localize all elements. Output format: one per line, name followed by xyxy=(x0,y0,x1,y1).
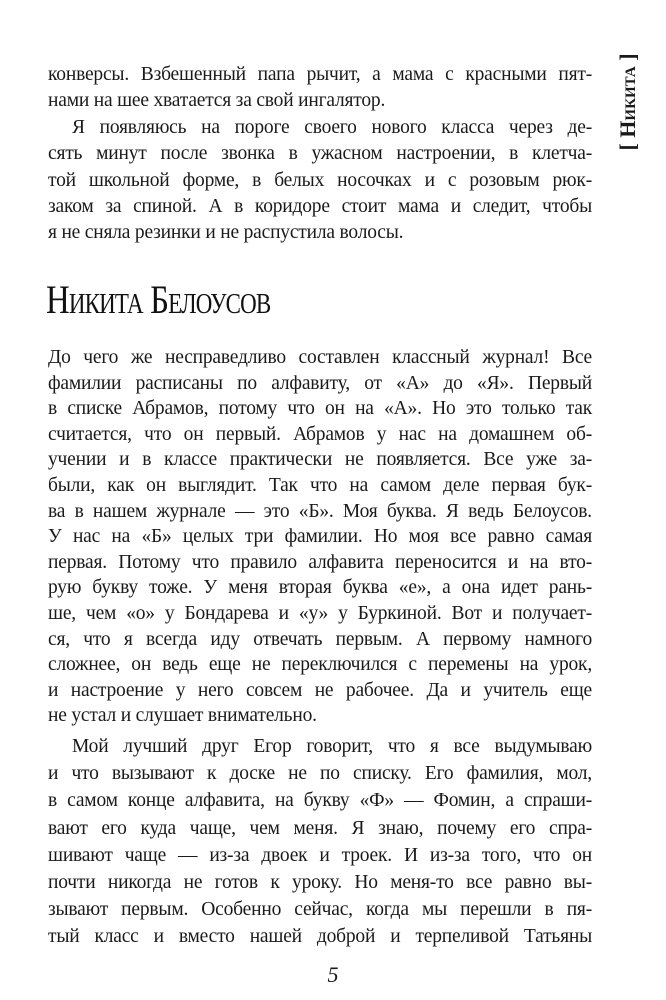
text-line: учении и в классе практически не появляется. Все уже за- xyxy=(48,449,592,471)
text-line: были, как он выглядит. Так что на самом деле первая бук- xyxy=(48,474,592,496)
chapter-heading: Никита Белоусов xyxy=(46,277,271,322)
text-line: нами на шее хватается за свой ингалятор. xyxy=(48,90,386,112)
text-line: шивают чаще — из-за двоек и троек. И из-за того, что он xyxy=(48,844,592,866)
text-line: тый класс и вместо нашей доброй и терпеливой Татьяны xyxy=(48,926,592,948)
text-line: ся, что я всегда иду отвечать первым. А первому намного xyxy=(48,628,592,650)
text-line: той школьной форме, в белых носочках и с розовым рюк- xyxy=(48,169,592,191)
text-line: Мой лучший друг Егор говорит, что я все выдумываю xyxy=(72,736,592,757)
paragraph xyxy=(48,345,592,729)
text-line: первая. Потому что правило алфавита переносится и на вто- xyxy=(48,551,592,573)
text-line: и что вызывают к доске не по списку. Его фамилия, мол, xyxy=(48,763,592,785)
page-number: 5 xyxy=(327,962,339,987)
text-line: почти никогда не готов к уроку. Но меня-то все равно вы- xyxy=(48,871,592,893)
text-block-top xyxy=(48,62,592,247)
text-line: в списке Абрамов, потому что он на «А». Но это только так xyxy=(48,398,592,420)
paragraph xyxy=(48,733,592,951)
text-block-middle xyxy=(48,345,592,729)
text-line: я не сняла резинки и не распустила волосы. xyxy=(48,222,404,244)
text-line: фамилии расписаны по алфавиту, от «А» до «Я». Первый xyxy=(48,372,592,394)
text-line: Я появляюсь на пороге своего нового класса через де- xyxy=(72,116,592,138)
text-line: не устал и слушает внимательно. xyxy=(48,705,317,727)
chapter-side-tab xyxy=(611,48,645,156)
text-line: рую букву тоже. У меня вторая буква «е», а она идет рань- xyxy=(48,577,592,599)
text-line: вают его куда чаще, чем меня. Я знаю, почему его спра- xyxy=(48,817,592,839)
text-line: заком за спиной. А в коридоре стоит мама и следит, чтобы xyxy=(48,195,592,217)
paragraph xyxy=(48,115,592,247)
text-line: ше, чем «о» у Бондарева и «у» у Буркиной. Вот и получает- xyxy=(48,602,592,624)
text-line: зывают первым. Особенно сейчас, когда мы перешли в пя- xyxy=(48,899,592,921)
text-line: в самом конце алфавита, на букву «Ф» — Фомин, а спраши- xyxy=(48,790,592,812)
text-line: считается, что он первый. Абрамов у нас на домашнем об- xyxy=(48,423,592,445)
paragraph xyxy=(48,62,592,115)
text-line: У нас на «Б» целых три фамилии. Но моя все равно самая xyxy=(48,526,592,548)
text-line: сложнее, он ведь еще не переключился с перемены на урок, xyxy=(48,654,592,676)
text-line: и настроение у него совсем не рабочее. Да и учитель еще xyxy=(48,679,592,701)
text-line: До чего же несправедливо составлен классный журнал! Все xyxy=(48,347,592,368)
text-line: конверсы. Взбешенный папа рычит, а мама с красными пят- xyxy=(48,64,592,85)
text-block-bottom xyxy=(48,733,592,951)
text-line: сять минут после звонка в ужасном настроении, в клетча- xyxy=(48,143,592,165)
text-line: ва в нашем журнале — это «Б». Моя буква. Я ведь Белоусов. xyxy=(48,500,592,522)
side-tab-label: [ Никита ] xyxy=(615,53,640,151)
